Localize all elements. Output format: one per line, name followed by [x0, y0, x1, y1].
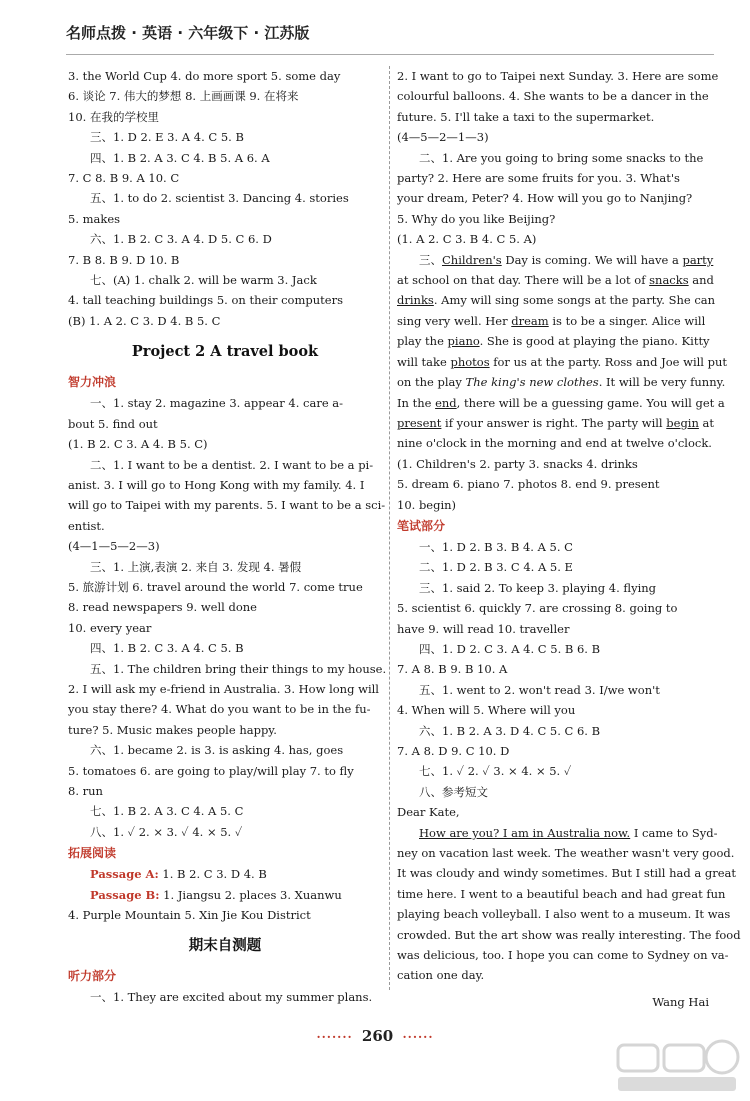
- cloze-text: 三、: [419, 252, 442, 267]
- answer-line: 八、参考短文: [419, 784, 488, 799]
- answer-line: (4—5—2—1—3): [397, 130, 489, 145]
- cloze-text: . It will be very funny.: [598, 375, 726, 390]
- cloze-text: if your answer is right. The party will: [441, 415, 667, 430]
- letter-text: I came to Syd-: [630, 825, 718, 840]
- letter-underlined-sentence: How are you? I am in Australia now.: [419, 825, 631, 840]
- cloze-text: Day is coming. We will have a: [501, 252, 683, 267]
- cloze-line: [397, 331, 709, 351]
- passage-a-answers: 1. B 2. C 3. D 4. B: [158, 867, 267, 882]
- cloze-text: . Amy will sing some songs at the party. She can: [433, 293, 716, 308]
- subsection-label-tuozhan: 拓展阅读: [68, 846, 117, 861]
- answer-line: 5. scientist 6. quickly 7. are crossing 8. going to: [397, 601, 678, 616]
- cloze-blank-answer: Children's: [442, 252, 502, 267]
- letter-line: It was cloudy and windy sometimes. But I still had a great: [397, 866, 736, 881]
- answer-line: 一、1. stay 2. magazine 3. appear 4. care a-: [90, 396, 344, 411]
- answer-line: 7. A 8. D 9. C 10. D: [397, 744, 510, 758]
- play-title: The king's new clothes: [465, 375, 599, 390]
- answer-line: 二、1. Are you going to bring some snacks to the: [419, 150, 704, 165]
- answer-line: 2. I want to go to Taipei next Sunday. 3. Here are some: [397, 69, 719, 83]
- answer-line: 5. dream 6. piano 7. photos 8. end 9. present: [397, 477, 660, 492]
- letter-line: playing beach volleyball. I also went to a museum. It was: [397, 907, 731, 922]
- left-column: [68, 66, 387, 1008]
- answer-line: colourful balloons. 4. She wants to be a dancer in the: [397, 89, 709, 104]
- answer-line: 四、1. B 2. C 3. A 4. C 5. B: [90, 641, 244, 656]
- answer-line: 七、1. B 2. A 3. C 4. A 5. C: [90, 804, 244, 819]
- header-rule: [66, 54, 714, 55]
- watermark-logo-icon: [612, 1037, 742, 1095]
- answer-line: have 9. will read 10. traveller: [397, 621, 570, 636]
- answer-line: your dream, Peter? 4. How will you go to Nanjing?: [397, 191, 693, 206]
- letter-line: time here. I went to a beautiful beach and had great fun: [397, 886, 726, 901]
- answer-line: 八、1. ✓ 2. × 3. ✓ 4. × 5. ✓: [90, 824, 243, 839]
- answer-line: 7. B 8. B 9. D 10. B: [68, 252, 180, 267]
- cloze-blank-answer: drinks: [397, 293, 434, 308]
- answer-line: 8. read newspapers 9. well done: [68, 600, 257, 615]
- answer-line: (1. A 2. C 3. B 4. C 5. A): [397, 232, 537, 247]
- answer-line: future. 5. I'll take a taxi to the supermarket.: [397, 109, 655, 124]
- letter-line: was delicious, too. I hope you can come to Sydney on va-: [397, 948, 729, 963]
- footer-dots-right: ······: [402, 1030, 434, 1044]
- letter-line: [397, 823, 718, 843]
- answer-line: 10. 在我的学校里: [68, 109, 159, 124]
- letter-salutation: Dear Kate,: [397, 805, 460, 820]
- answer-line: 一、1. They are excited about my summer plans.: [90, 990, 373, 1005]
- answer-line: 5. 旅游计划 6. travel around the world 7. come true: [68, 579, 363, 594]
- answer-line: (1. Children's 2. party 3. snacks 4. drinks: [397, 456, 638, 471]
- answer-line: 五、1. The children bring their things to my house.: [90, 661, 387, 676]
- answer-line: 二、1. I want to be a dentist. 2. I want to be a pi-: [90, 457, 374, 472]
- letter-line: ney on vacation last week. The weather wasn't very good.: [397, 846, 735, 861]
- cloze-line: [397, 311, 709, 331]
- answer-line: 七、1. ✓ 2. ✓ 3. × 4. × 5. ✓: [419, 764, 572, 779]
- cloze-text: at: [698, 415, 715, 430]
- answer-line: (4—1—5—2—3): [68, 539, 160, 554]
- cloze-text: . She is good at playing the piano. Kitty: [479, 334, 710, 349]
- passage-a-label: Passage A:: [90, 867, 159, 882]
- answer-line: 5. Why do you like Beijing?: [397, 211, 556, 226]
- cloze-text: and: [688, 273, 714, 288]
- cloze-text: sing very well. Her: [397, 313, 512, 328]
- answer-line: 5. tomatoes 6. are going to play/will play 7. to fly: [68, 763, 354, 778]
- answer-line: 五、1. went to 2. won't read 3. I/we won't: [419, 682, 660, 697]
- answer-line: 10. every year: [68, 620, 152, 635]
- cloze-blank-answer: piano: [447, 334, 480, 349]
- cloze-text: for us at the party. Ross and Joe will put: [489, 354, 728, 369]
- subsection-label-zhili: 智力冲浪: [68, 375, 117, 390]
- cloze-text: is to be a singer. Alice will: [548, 313, 706, 328]
- subsection-label-bishi: 笔试部分: [397, 518, 446, 533]
- cloze-text: play the: [397, 334, 448, 349]
- answer-line: (1. B 2. C 3. A 4. B 5. C): [68, 437, 208, 452]
- letter-signature: Wang Hai: [652, 994, 709, 1009]
- letter-line: crowded. But the art show was really interesting. The food: [397, 927, 741, 942]
- answer-line: 7. C 8. B 9. A 10. C: [68, 171, 180, 186]
- cloze-line: [397, 290, 716, 310]
- cloze-line: [397, 250, 714, 270]
- answer-line: 7. A 8. B 9. B 10. A: [397, 662, 508, 677]
- answer-line: 2. I will ask my e-friend in Australia. 3. How long will: [68, 681, 379, 696]
- passage-b-line: [68, 885, 382, 905]
- cloze-blank-answer: snacks: [649, 273, 689, 288]
- answer-line: 五、1. to do 2. scientist 3. Dancing 4. stories: [90, 191, 349, 206]
- answer-line: 三、1. 上演,表演 2. 来自 3. 发现 4. 暑假: [90, 559, 302, 574]
- column-divider: [389, 66, 390, 990]
- section-title-project2: Project 2 A travel book: [131, 343, 319, 361]
- cloze-blank-answer: present: [397, 415, 442, 430]
- answer-line: 四、1. D 2. C 3. A 4. C 5. B 6. B: [419, 641, 601, 656]
- cloze-blank-answer: party: [682, 252, 714, 267]
- cloze-text: at school on that day. There will be a lot of: [397, 273, 650, 288]
- cloze-blank-answer: dream: [511, 313, 549, 328]
- cloze-blank-answer: begin: [666, 415, 699, 430]
- answer-line: 10. begin): [397, 497, 457, 512]
- answer-line: anist. 3. I will go to Hong Kong with my family. 4. I: [68, 477, 365, 492]
- footer-dots-left: ·······: [316, 1030, 353, 1044]
- cloze-line: [397, 393, 725, 413]
- page-number: 260: [361, 1027, 394, 1045]
- answer-line: 六、1. B 2. C 3. A 4. D 5. C 6. D: [90, 232, 272, 247]
- cloze-line: [397, 352, 728, 372]
- answer-line: 三、1. D 2. E 3. A 4. C 5. B: [90, 130, 244, 145]
- answer-line: 8. run: [68, 784, 103, 798]
- answer-line: bout 5. find out: [68, 416, 158, 431]
- section-title-final-test: 期末自测题: [188, 938, 262, 955]
- cloze-line: [397, 413, 715, 433]
- answer-line: 4. Purple Mountain 5. Xin Jie Kou District: [68, 908, 311, 923]
- answer-line: 二、1. D 2. B 3. C 4. A 5. E: [419, 560, 573, 575]
- answer-line: 七、(A) 1. chalk 2. will be warm 3. Jack: [90, 273, 317, 288]
- answer-line: 4. tall teaching buildings 5. on their computers: [68, 293, 343, 308]
- answer-line: nine o'clock in the morning and end at twelve o'clock.: [397, 436, 712, 451]
- answer-line: 5. makes: [68, 211, 121, 226]
- passage-b-answers: 1. Jiangsu 2. places 3. Xuanwu: [159, 887, 342, 902]
- passage-b-label: Passage B:: [90, 887, 160, 902]
- passage-a-line: [68, 864, 382, 884]
- answer-line: 六、1. became 2. is 3. is asking 4. has, goes: [90, 743, 344, 758]
- right-column: [397, 66, 741, 1012]
- answer-line: you stay there? 4. What do you want to be in the fu-: [68, 702, 371, 717]
- answer-line: 六、1. B 2. A 3. D 4. C 5. C 6. B: [419, 723, 601, 738]
- answer-line: 三、1. said 2. To keep 3. playing 4. flying: [419, 580, 657, 595]
- cloze-blank-answer: end: [435, 395, 457, 410]
- answer-line: ture? 5. Music makes people happy.: [68, 722, 277, 737]
- answer-line: entist.: [68, 518, 105, 533]
- answer-line: 6. 谈论 7. 伟大的梦想 8. 上画画课 9. 在将来: [68, 89, 299, 104]
- cloze-text: In the: [397, 395, 436, 410]
- cloze-blank-answer: photos: [450, 354, 490, 369]
- answer-line: 四、1. B 2. A 3. C 4. B 5. A 6. A: [90, 150, 270, 165]
- cloze-line: [397, 270, 714, 290]
- page-header-title: 名师点拨 · 英语 · 六年级下 · 江苏版: [66, 24, 310, 42]
- cloze-text: on the play: [397, 375, 466, 390]
- answer-line: 一、1. D 2. B 3. B 4. A 5. C: [419, 539, 573, 554]
- answer-line: party? 2. Here are some fruits for you. 3. What's: [397, 171, 680, 186]
- letter-line: cation one day.: [397, 968, 485, 983]
- cloze-text: will take: [397, 354, 451, 369]
- answer-line: (B) 1. A 2. C 3. D 4. B 5. C: [68, 313, 221, 328]
- answer-line: will go to Taipei with my parents. 5. I want to be a sci-: [68, 498, 386, 513]
- cloze-line: [397, 372, 726, 392]
- answer-line: 4. When will 5. Where will you: [397, 703, 576, 718]
- subsection-label-tingli: 听力部分: [68, 969, 117, 984]
- answer-line: 3. the World Cup 4. do more sport 5. some day: [68, 69, 341, 83]
- cloze-text: , there will be a guessing game. You will get a: [456, 395, 725, 410]
